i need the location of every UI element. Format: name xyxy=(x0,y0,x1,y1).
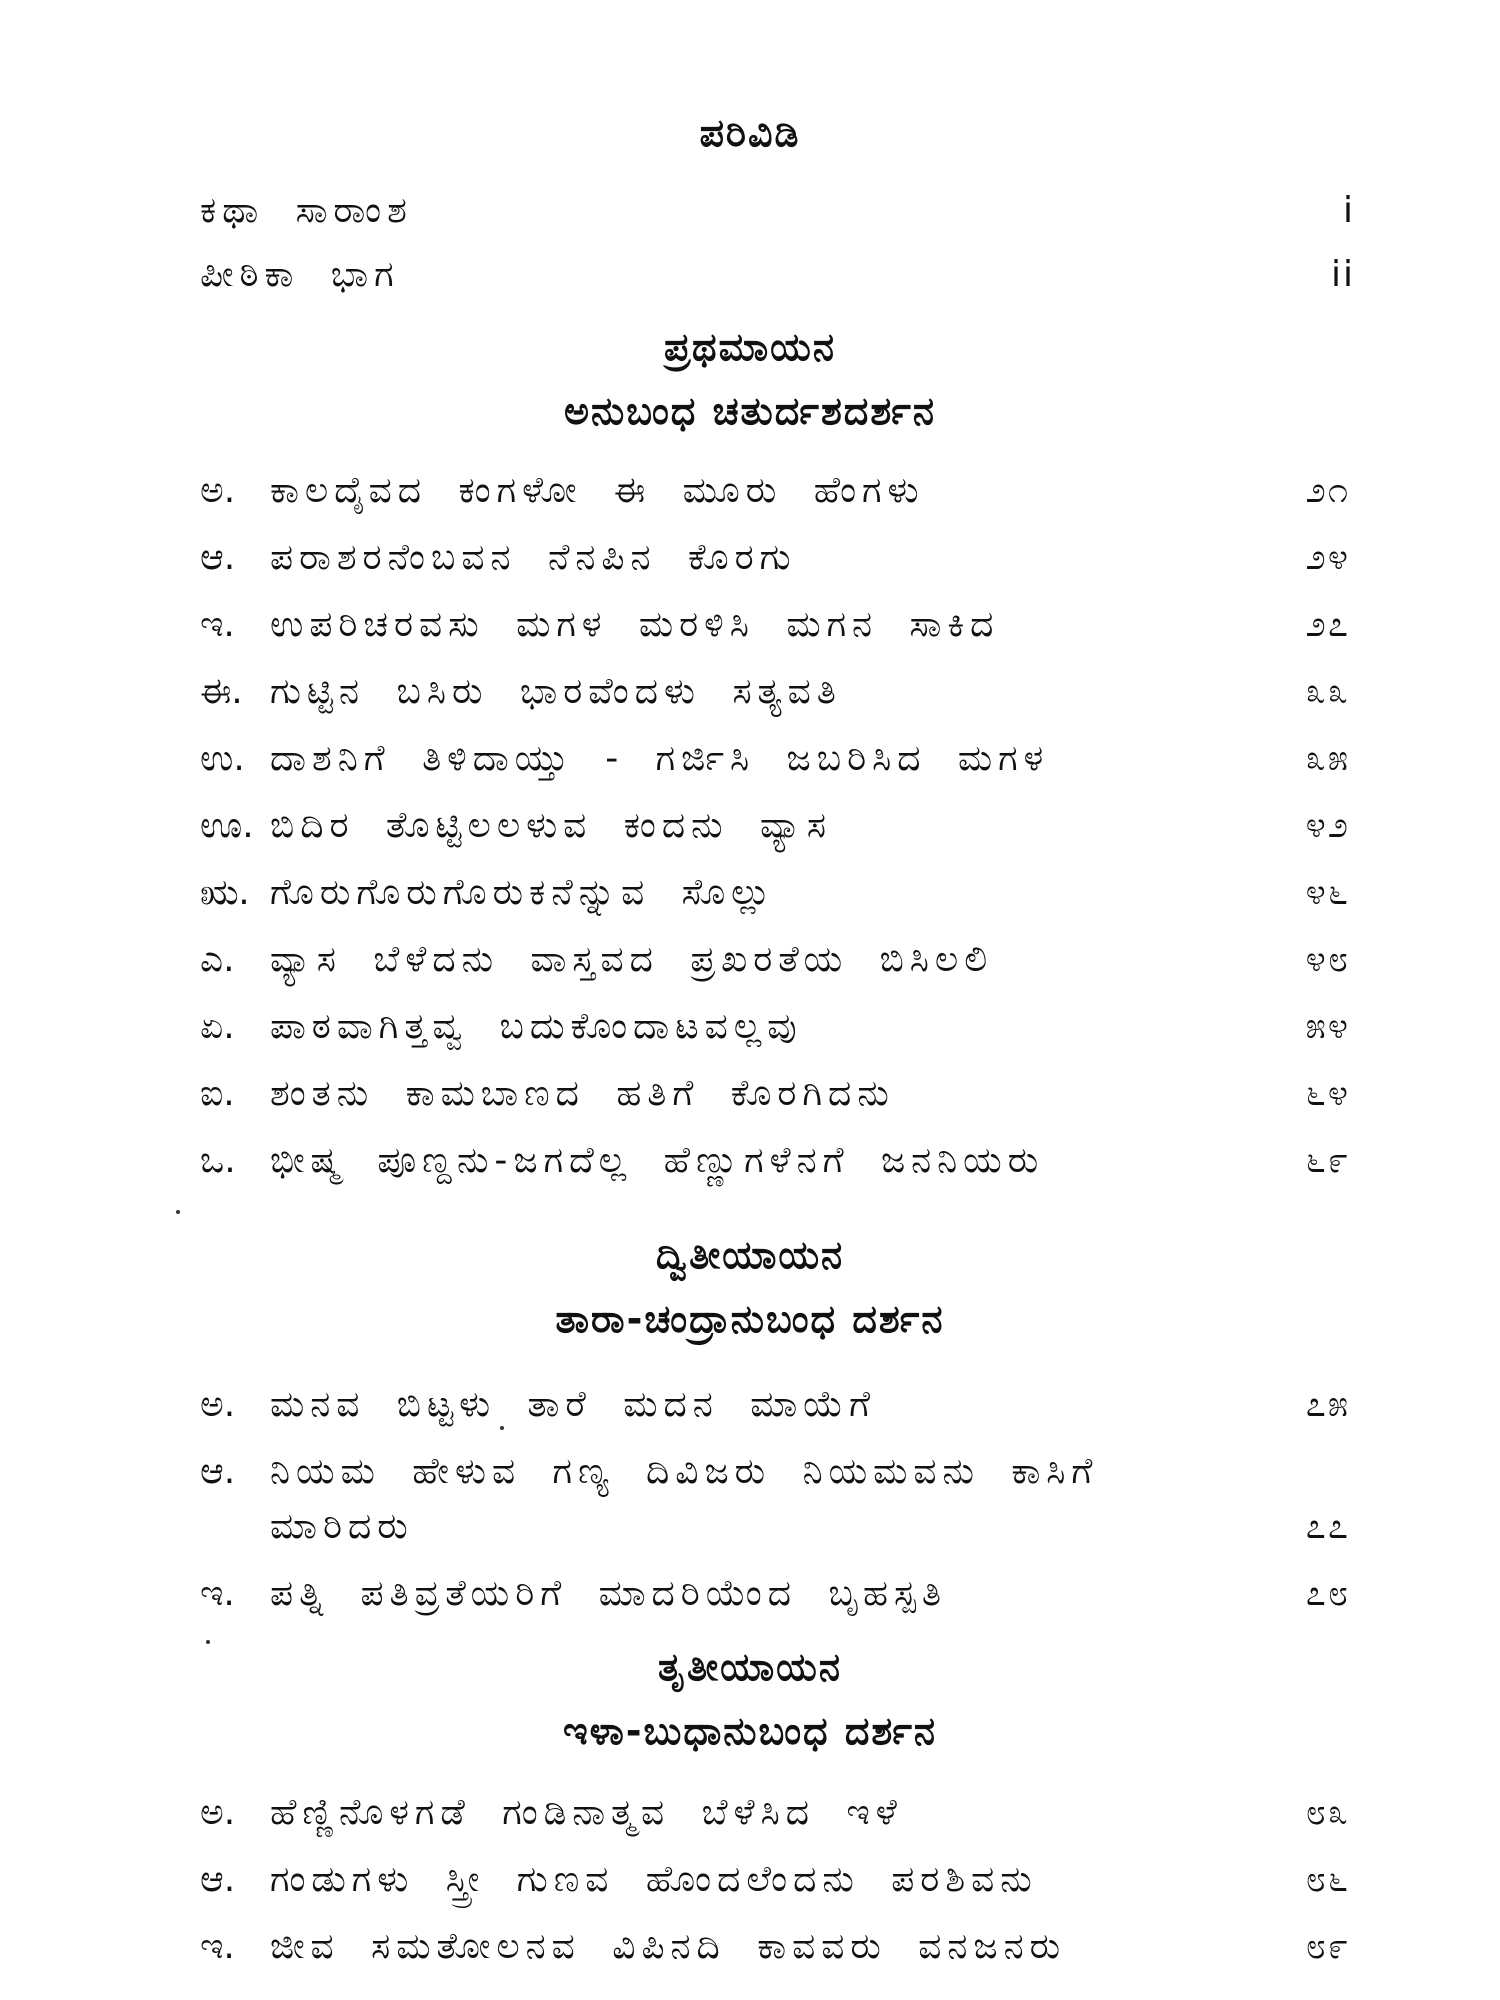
entry-label: ಇ. xyxy=(200,1926,235,1967)
entry-page: ೮೬ xyxy=(1305,1859,1350,1900)
entry-page: ೮೯ xyxy=(1305,1926,1350,1967)
entry-page: ೨೧ xyxy=(1305,470,1350,511)
entry-page: ೨೭ xyxy=(1305,604,1350,645)
toc-entry xyxy=(200,734,1350,784)
entry-label: ಐ. xyxy=(200,1073,235,1114)
section-1-heading: ಪ್ರಥಮಾಯನ xyxy=(664,325,836,369)
entry-page: ೪೬ xyxy=(1305,872,1350,913)
section-3-subheading: ಇಳಾ-ಬುಧಾನುಬಂಧ ದರ್ಶನ xyxy=(562,1709,938,1753)
entry-title: ಜೀವ ಸಮತೋಲನವ ವಿಪಿನದಿ ಕಾವವರು ವನಜನರು xyxy=(270,1926,1067,1967)
toc-entry xyxy=(200,1922,1350,1972)
entry-title: ಪರಾಶರನೆಂಬವನ ನೆನಪಿನ ಕೊರಗು xyxy=(270,537,797,578)
entry-title: ಶಂತನು ಕಾಮಬಾಣದ ಹತಿಗೆ ಕೊರಗಿದನು xyxy=(270,1073,895,1114)
toc-entry xyxy=(200,868,1350,918)
entry-label: ಏ. xyxy=(200,1006,235,1047)
entry-label: ಊ. xyxy=(200,805,254,846)
entry-label: ಈ. xyxy=(200,671,243,712)
entry-page: ೩೩ xyxy=(1305,671,1350,712)
toc-entry-continuation xyxy=(270,1502,1350,1552)
toc-entry xyxy=(200,1447,1350,1497)
entry-title-continuation: ಮಾರಿದರು xyxy=(270,1506,414,1547)
entry-label: ಆ. xyxy=(200,1451,236,1492)
entry-page: ೫೪ xyxy=(1305,1006,1350,1047)
toc-entry xyxy=(200,667,1350,717)
entry-page: i xyxy=(1342,190,1355,231)
entry-page: ೩೫ xyxy=(1305,738,1350,779)
entry-title: ವ್ಯಾಸ ಬೆಳೆದನು ವಾಸ್ತವದ ಪ್ರಖರತೆಯ ಬಿಸಿಲಲಿ xyxy=(270,939,994,980)
entry-page: ೬೯ xyxy=(1305,1140,1350,1181)
entry-label: ಇ. xyxy=(200,604,235,645)
entry-page: ೭೭ xyxy=(1305,1506,1350,1547)
entry-page: ೬೪ xyxy=(1305,1073,1350,1114)
entry-page: ೪೨ xyxy=(1305,805,1350,846)
entry-page: ೪೮ xyxy=(1305,939,1350,980)
entry-title: ಬಿದಿರ ತೊಟ್ಟಿಲಲಳುವ ಕಂದನು ವ್ಯಾಸ xyxy=(270,805,832,846)
section-2-heading: ದ್ವಿತೀಯಾಯನ xyxy=(655,1233,845,1277)
toc-entry xyxy=(200,1855,1350,1905)
toc-entry xyxy=(200,1069,1350,1119)
toc-entry xyxy=(200,533,1350,583)
section-3-heading: ತೃತೀಯಾಯನ xyxy=(657,1645,843,1689)
entry-label: ಉ. xyxy=(200,738,245,779)
toc-entry-front-1 xyxy=(200,250,1355,300)
entry-title: ಪತ್ನಿ ಪತಿವ್ರತೆಯರಿಗೆ ಮಾದರಿಯೆಂದ ಬೃಹಸ್ಪತಿ xyxy=(270,1573,947,1614)
entry-title: ಉಪರಿಚರವಸು ಮಗಳ ಮರಳಿಸಿ ಮಗನ ಸಾಕಿದ xyxy=(270,604,1000,645)
toc-entry xyxy=(200,1380,1350,1430)
entry-title: ಹೆಣ್ಣಿನೊಳಗಡೆ ಗಂಡಿನಾತ್ಮವ ಬೆಳೆಸಿದ ಇಳೆ xyxy=(270,1792,903,1833)
entry-label: ಅ. xyxy=(200,1792,236,1833)
print-speck xyxy=(176,1210,180,1214)
toc-entry xyxy=(200,1136,1350,1186)
entry-title: ನಿಯಮ ಹೇಳುವ ಗಣ್ಯ ದಿವಿಜರು ನಿಯಮವನು ಕಾಸಿಗೆ xyxy=(270,1451,1099,1492)
toc-entry xyxy=(200,466,1350,516)
entry-title: ಕಾಲದೈವದ ಕಂಗಳೋ ಈ ಮೂರು ಹೆಂಗಳು xyxy=(270,470,925,511)
entry-label: ಆ. xyxy=(200,537,236,578)
entry-label: ಇ. xyxy=(200,1573,235,1614)
entry-title: ಮನವ ಬಿಟ್ಟಳು ತಾರೆ ಮದನ ಮಾಯೆಗೆ xyxy=(270,1384,877,1425)
section-2-subheading: ತಾರಾ-ಚಂದ್ರಾನುಬಂಧ ದರ್ಶನ xyxy=(555,1297,945,1341)
entry-title: ಭೀಷ್ಮ ಪೂಣ್ದನು-ಜಗದೆಲ್ಲ ಹೆಣ್ಣುಗಳೆನಗೆ ಜನನಿಯರು xyxy=(270,1140,1045,1181)
entry-page: ೮೩ xyxy=(1305,1792,1350,1833)
toc-entry xyxy=(200,1002,1350,1052)
section-1-subheading: ಅನುಬಂಧ ಚತುರ್ದಶದರ್ಶನ xyxy=(563,389,936,433)
entry-label: ಅ. xyxy=(200,470,236,511)
entry-label: ಎ. xyxy=(200,939,235,980)
toc-entry xyxy=(200,935,1350,985)
entry-page: ii xyxy=(1330,254,1355,295)
toc-entry xyxy=(200,1788,1350,1838)
entry-page: ೨೪ xyxy=(1305,537,1350,578)
entry-title: ಪೀಠಿಕಾ ಭಾಗ xyxy=(200,254,400,295)
entry-title: ಗುಟ್ಟಿನ ಬಸಿರು ಭಾರವೆಂದಳು ಸತ್ಯವತಿ xyxy=(270,671,842,712)
entry-title: ದಾಶನಿಗೆ ತಿಳಿದಾಯ್ತು - ಗರ್ಜಿಸಿ ಜಬರಿಸಿದ ಮಗಳ xyxy=(270,738,1050,779)
entry-title: ಗಂಡುಗಳು ಸ್ತ್ರೀ ಗುಣವ ಹೊಂದಲೆಂದನು ಪರಶಿವನು xyxy=(270,1859,1038,1900)
entry-label: ಅ. xyxy=(200,1384,236,1425)
page-title: ಪರಿವಿಡಿ xyxy=(699,111,801,155)
toc-entry xyxy=(200,1569,1350,1619)
entry-label: ಒ. xyxy=(200,1140,236,1181)
toc-entry xyxy=(200,600,1350,650)
entry-label: ಋ. xyxy=(200,872,250,913)
toc-entry-front-0 xyxy=(200,186,1355,236)
toc-entry xyxy=(200,801,1350,851)
entry-title: ಪಾಠವಾಗಿತ್ತವ್ವ ಬದುಕೊಂದಾಟವಲ್ಲವು xyxy=(270,1006,803,1047)
print-speck xyxy=(500,1426,504,1430)
entry-page: ೭೫ xyxy=(1305,1384,1350,1425)
entry-label: ಆ. xyxy=(200,1859,236,1900)
entry-title: ಕಥಾ ಸಾರಾಂಶ xyxy=(200,190,413,231)
entry-title: ಗೊರುಗೊರುಗೊರುಕನೆನ್ನುವ ಸೊಲ್ಲು xyxy=(270,872,777,913)
entry-page: ೭೮ xyxy=(1305,1573,1350,1614)
